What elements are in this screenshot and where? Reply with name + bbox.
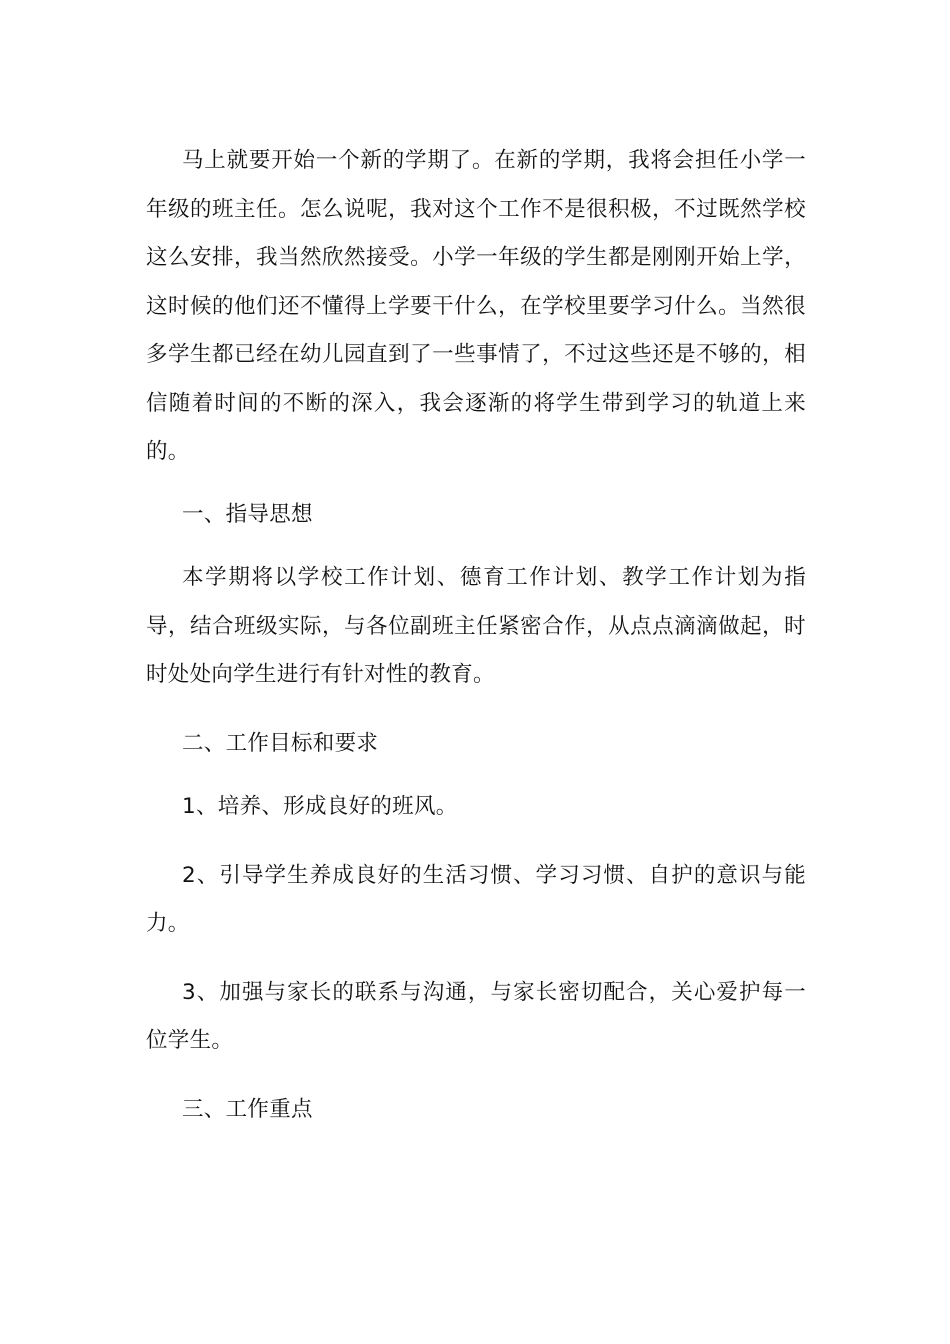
guiding-thought-paragraph: 本学期将以学校工作计划、德育工作计划、教学工作计划为指导，结合班级实际，与各位副班主任紧密合作，从点点滴滴做起，时时处处向学生进行有针对性的教育。 bbox=[146, 565, 806, 687]
intro-paragraph: 马上就要开始一个新的学期了。在新的学期，我将会担任小学一年级的班主任。怎么说呢，我对这个工作不是很积极，不过既然学校这么安排，我当然欣然接受。小学一年级的学生都是刚刚开始上学，这时候的他们还不懂得上学要干什么，在学校里要学习什么。当然很多学生都已经在幼儿园直到了一些事情了，不过这些还是不够的，相信随着时间的不断的深入，我会逐渐的将学生带到学习的轨道上来的。 bbox=[146, 148, 806, 464]
section-heading-guiding-thought: 一、指导思想 bbox=[182, 501, 313, 527]
goal-item-3: 3、加强与家长的联系与沟通，与家长密切配合，关心爱护每一位学生。 bbox=[146, 979, 806, 1053]
goal-item-2: 2、引导学生养成良好的生活习惯、学习习惯、自护的意识与能力。 bbox=[146, 862, 806, 936]
document-page bbox=[146, 137, 806, 1149]
section-heading-focus: 三、工作重点 bbox=[182, 1096, 313, 1122]
section-heading-goals: 二、工作目标和要求 bbox=[182, 730, 379, 756]
goal-item-1: 1、培养、形成良好的班风。 bbox=[182, 794, 458, 819]
